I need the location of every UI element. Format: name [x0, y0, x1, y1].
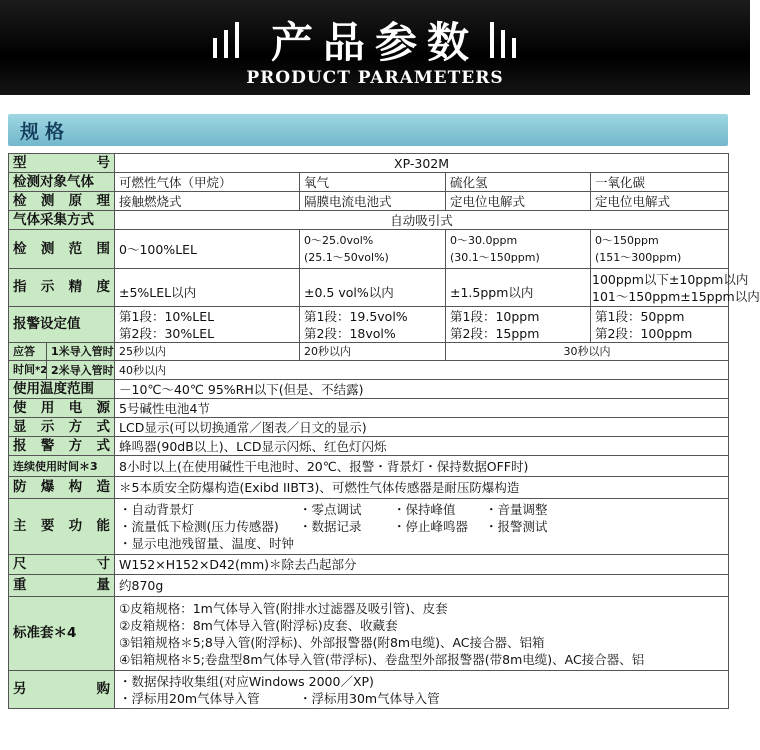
cell-accuracy-3 [446, 269, 591, 307]
label-principle: 检测原理 [9, 192, 115, 211]
alarm-4-stage-2: 第2段：100ppm [595, 325, 693, 341]
feature-data-log: ・数据记录 [299, 519, 362, 534]
label-model: 型号 [9, 154, 115, 173]
row-options [9, 671, 729, 709]
row-weight [9, 575, 729, 597]
label-weight: 重量 [9, 575, 115, 597]
row-display [9, 418, 729, 437]
value-temperature: －10℃～40℃ 95%RH以下(但是、不结露) [115, 380, 729, 399]
cell-range-3 [446, 230, 591, 269]
cell-alarm-1 [115, 307, 300, 343]
cell-response-1: 25秒以内 [115, 343, 300, 361]
range-4-line-1: 0～150ppm [595, 234, 659, 247]
value-standard-set [115, 597, 729, 671]
value-weight: 约870g [115, 575, 729, 597]
cell-range-2 [300, 230, 446, 269]
banner-subtitle: PRODUCT PARAMETERS [246, 68, 504, 88]
cell-response-2m: 40秒以内 [115, 361, 729, 380]
alarm-1-stage-2: 第2段：30%LEL [119, 325, 215, 341]
row-continuous [9, 456, 729, 477]
label-response-a: 应答 [9, 343, 47, 361]
label-options: 另购 [9, 671, 115, 709]
label-response-2m: 2米导入管时 [47, 361, 115, 380]
value-dimensions: W152×H152×D42(mm)＊除去凸起部分 [115, 555, 729, 575]
accuracy-1-line: ±5%LEL以内 [119, 285, 197, 300]
label-response-note: *2 [35, 365, 48, 376]
feature-backlight: ・自动背景灯 [119, 502, 195, 517]
label-response-1m: 1米导入管时 [47, 343, 115, 361]
row-response-2 [9, 361, 729, 380]
range-2-line-2: (25.1～50vol%) [304, 251, 389, 264]
cell-gas-4: 一氧化碳 [591, 173, 729, 192]
range-2-line-1: 0～25.0vol% [304, 234, 374, 247]
range-1-line: 0～100%LEL [119, 241, 198, 257]
section-header [8, 114, 728, 146]
value-functions [115, 499, 729, 555]
row-accuracy [9, 269, 729, 307]
row-range [9, 230, 729, 269]
cell-gas-1: 可燃性气体（甲烷） [115, 173, 300, 192]
range-3-line-2: (30.1～150ppm) [450, 251, 540, 264]
row-target-gas [9, 173, 729, 192]
row-dimensions [9, 555, 729, 575]
cell-response-3: 30秒以内 [446, 343, 729, 361]
label-range: 检测范围 [9, 230, 115, 269]
value-options [115, 671, 729, 709]
options-line-2 [119, 690, 724, 707]
value-explosion: ＊5本质安全防爆构造(Exibd IIBT3)、可燃性气体传感器是耐压防爆构造 [115, 477, 729, 499]
label-functions: 主要功能 [9, 499, 115, 555]
row-power [9, 399, 729, 418]
cell-accuracy-4 [591, 269, 760, 307]
row-standard-set [9, 597, 729, 671]
functions-line-3: ・显示电池残留量、温度、时钟 [119, 536, 295, 551]
feature-stop-buzzer: ・停止峰鸣器 [393, 519, 469, 534]
label-display: 显示方式 [9, 418, 115, 437]
feature-alarm-test: ・报警测试 [485, 519, 548, 534]
alarm-3-stage-1: 第1段：10ppm [450, 308, 540, 324]
section-title: 规格 [20, 121, 71, 143]
value-display: LCD显示(可以切换通常／图表／日文的显示) [115, 418, 729, 437]
cell-alarm-3 [446, 307, 591, 343]
standard-set-line-3: ③铝箱规格＊5;8导入管(附浮标)、外部报警器(附8m电缆)、AC接合器、铝箱 [119, 634, 545, 650]
label-target-gas: 检测对象气体 [9, 173, 115, 192]
row-functions [9, 499, 729, 555]
cell-principle-4: 定电位电解式 [591, 192, 729, 211]
cell-range-4 [591, 230, 729, 269]
options-line-1: ・数据保持收集组(对应Windows 2000／XP) [119, 673, 374, 689]
cell-gas-3: 硫化氢 [446, 173, 591, 192]
cell-accuracy-2 [300, 269, 446, 307]
row-alarm-method [9, 437, 729, 456]
accuracy-4-line-1: 100ppm以下±10ppm以内 [592, 271, 749, 287]
alarm-4-stage-1: 第1段：50ppm [595, 308, 685, 324]
value-power: 5号碱性电池4节 [115, 399, 729, 418]
row-sampling [9, 211, 729, 230]
row-model [9, 154, 729, 173]
label-dimensions: 尺寸 [9, 555, 115, 575]
label-accuracy: 指示精度 [9, 269, 115, 307]
cell-gas-2: 氧气 [300, 173, 446, 192]
standard-set-line-2: ②皮箱规格：8m气体导入管(附浮标)皮套、收藏套 [119, 617, 398, 633]
cell-principle-1: 接触燃烧式 [115, 192, 300, 211]
spec-table [8, 153, 760, 709]
label-alarm-setting: 报警设定值 [9, 307, 115, 343]
alarm-1-stage-1: 第1段：10%LEL [119, 308, 215, 324]
functions-line-1 [119, 501, 724, 518]
alarm-2-stage-1: 第1段：19.5vol% [304, 308, 408, 324]
value-sampling: 自动吸引式 [115, 211, 729, 230]
row-alarm-setting [9, 307, 729, 343]
feature-flow-detect: ・流量低下检测(压力传感器) [119, 519, 279, 534]
feature-peak-hold: ・保持峰值 [393, 502, 456, 517]
cell-accuracy-1 [115, 269, 300, 307]
label-response-b [9, 361, 47, 380]
banner-title: 产品参数 [270, 18, 479, 67]
standard-set-line-1: ①皮箱规格：1m气体导入管(附排水过滤器及吸引管)、皮套 [119, 600, 448, 616]
row-principle [9, 192, 729, 211]
option-30m-tube: ・浮标用30m气体导入管 [299, 690, 440, 706]
value-model: XP-302M [115, 154, 729, 173]
cell-range-1 [115, 230, 300, 269]
label-standard-set: 标准套＊4 [9, 597, 115, 671]
standard-set-line-4: ④铝箱规格＊5;卷盘型8m气体导入管(带浮标)、卷盘型外部报警器(带8m电缆)、AC接合器、铝 [119, 651, 645, 667]
cell-principle-2: 隔膜电流电池式 [300, 192, 446, 211]
decorative-bars-right [490, 22, 516, 58]
row-explosion [9, 477, 729, 499]
header-banner [0, 0, 750, 95]
label-response-b-text: 时间 [13, 363, 35, 376]
label-power: 使用电源 [9, 399, 115, 418]
row-response-1 [9, 343, 729, 361]
feature-volume: ・音量调整 [485, 502, 548, 517]
alarm-3-stage-2: 第2段：15ppm [450, 325, 540, 341]
cell-alarm-2 [300, 307, 446, 343]
label-alarm-method: 报警方式 [9, 437, 115, 456]
value-alarm-method: 蜂鸣器(90dB以上)、LCD显示闪烁、红色灯闪烁 [115, 437, 729, 456]
label-sampling: 气体采集方式 [9, 211, 115, 230]
option-20m-tube: ・浮标用20m气体导入管 [119, 690, 260, 706]
alarm-2-stage-2: 第2段：18vol% [304, 325, 396, 341]
cell-principle-3: 定电位电解式 [446, 192, 591, 211]
functions-line-2 [119, 518, 724, 535]
feature-zero-adjust: ・零点调试 [299, 502, 362, 517]
label-explosion: 防爆构造 [9, 477, 115, 499]
label-continuous: 连续使用时间＊3 [9, 456, 115, 477]
value-continuous: 8小时以上(在使用碱性干电池时、20℃、报警・背景灯・保持数据OFF时) [115, 456, 729, 477]
cell-alarm-4 [591, 307, 729, 343]
label-temperature: 使用温度范围 [9, 380, 115, 399]
row-temperature [9, 380, 729, 399]
accuracy-3-line: ±1.5ppm以内 [450, 285, 534, 300]
range-3-line-1: 0～30.0ppm [450, 234, 518, 247]
accuracy-2-line: ±0.5 vol%以内 [304, 285, 394, 300]
cell-response-2: 20秒以内 [300, 343, 446, 361]
accuracy-4-line-2: 101～150ppm±15ppm以内 [592, 288, 760, 304]
range-4-line-2: (151～300ppm) [595, 251, 682, 264]
